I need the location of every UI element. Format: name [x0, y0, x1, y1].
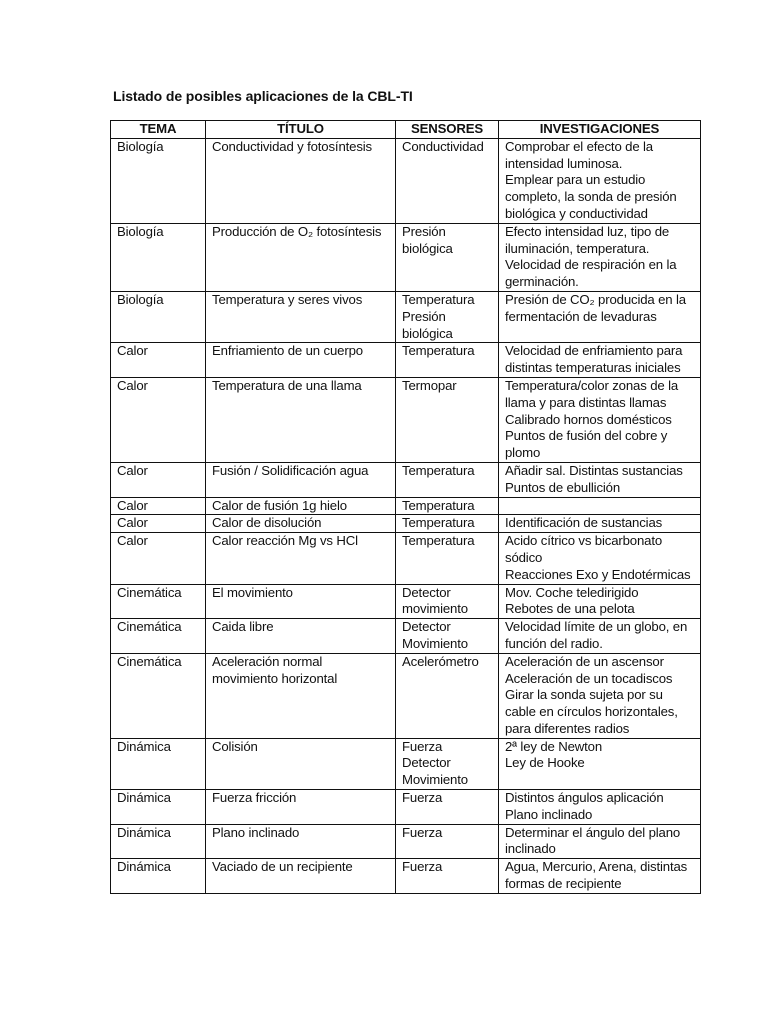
cell-tema: Biología [111, 291, 206, 342]
cell-sensores [396, 291, 499, 342]
cell-tema: Cinemática [111, 584, 206, 619]
investigaciones-line: Aceleración de un tocadiscos [505, 670, 673, 686]
cell-tema: Calor [111, 497, 206, 515]
titulo-line: Conductividad y fotosíntesis [212, 138, 372, 154]
investigaciones-line: Plano inclinado [505, 806, 593, 822]
table-row [111, 859, 701, 894]
titulo-line: Aceleración normal [212, 653, 323, 669]
sensores-line: Movimiento [402, 635, 468, 651]
investigaciones-line: germinación. [505, 274, 579, 290]
table-row [111, 343, 701, 378]
titulo-line: Temperatura y seres vivos [212, 291, 363, 307]
cell-tema: Dinámica [111, 738, 206, 789]
sensores-line: Fuerza [402, 790, 443, 806]
investigaciones-line: Temperatura/color zonas de la [505, 377, 679, 393]
cell-sensores [396, 533, 499, 584]
investigaciones-line: Mov. Coche teledirigido [505, 584, 639, 600]
titulo-line: Vaciado de un recipiente [212, 859, 353, 875]
investigaciones-line: Comprobar el efecto de la [505, 138, 653, 154]
cell-sensores [396, 859, 499, 894]
cell-sensores [396, 619, 499, 654]
sensores-line: biológica [402, 240, 453, 256]
sensores-line: Presión [402, 223, 446, 239]
cell-titulo [206, 859, 396, 894]
titulo-line: Caida libre [212, 619, 274, 635]
table-row [111, 138, 701, 223]
investigaciones-line: sódico [505, 549, 543, 565]
cell-tema: Dinámica [111, 859, 206, 894]
cell-sensores [396, 653, 499, 738]
titulo-line: Producción de O₂ fotosíntesis [212, 223, 382, 239]
sensores-line: Conductividad [402, 138, 484, 154]
cell-investigaciones [499, 223, 701, 291]
sensores-line: Fuerza [402, 859, 443, 875]
investigaciones-line: fermentación de levaduras [505, 308, 657, 324]
sensores-line: movimiento [402, 601, 468, 617]
header-row [111, 121, 701, 139]
cell-investigaciones [499, 533, 701, 584]
titulo-line: Calor de fusión 1g hielo [212, 497, 347, 513]
sensores-line: biológica [402, 325, 453, 341]
investigaciones-line: Identificación de sustancias [505, 515, 663, 531]
sensores-line: Temperatura [402, 533, 475, 549]
investigaciones-line: Acido cítrico vs bicarbonato [505, 533, 663, 549]
cell-tema: Calor [111, 377, 206, 462]
table-row [111, 377, 701, 462]
investigaciones-line: Presión de CO₂ producida en la [505, 291, 686, 307]
cell-titulo [206, 223, 396, 291]
header-titulo: TÍTULO [206, 121, 396, 139]
cell-tema: Cinemática [111, 653, 206, 738]
cell-titulo [206, 343, 396, 378]
investigaciones-line: Calibrado hornos domésticos [505, 411, 672, 427]
investigaciones-line: plomo [505, 445, 541, 461]
cell-investigaciones [499, 377, 701, 462]
investigaciones-line: iluminación, temperatura. [505, 240, 650, 256]
cell-tema: Calor [111, 533, 206, 584]
titulo-line: Calor reacción Mg vs HCl [212, 533, 358, 549]
titulo-line: Temperatura de una llama [212, 377, 362, 393]
sensores-line: Detector [402, 755, 451, 771]
cell-tema: Biología [111, 223, 206, 291]
cell-sensores [396, 515, 499, 533]
investigaciones-line: Emplear para un estudio [505, 172, 646, 188]
investigaciones-line: Velocidad de respiración en la [505, 257, 677, 273]
investigaciones-line: Aceleración de un ascensor [505, 653, 664, 669]
investigaciones-line: Puntos de ebullición [505, 479, 621, 495]
titulo-line: Enfriamiento de un cuerpo [212, 343, 363, 359]
cell-investigaciones [499, 584, 701, 619]
table-row [111, 738, 701, 789]
sensores-line: Presión [402, 308, 446, 324]
sensores-line: Detector [402, 619, 451, 635]
sensores-line: Movimiento [402, 772, 468, 788]
investigaciones-line: completo, la sonda de presión [505, 189, 677, 205]
cell-titulo [206, 377, 396, 462]
investigaciones-line: Rebotes de una pelota [505, 601, 635, 617]
cell-tema: Calor [111, 515, 206, 533]
cell-titulo [206, 619, 396, 654]
titulo-line: movimiento horizontal [212, 670, 338, 686]
cell-tema: Calor [111, 343, 206, 378]
sensores-line: Temperatura [402, 515, 475, 531]
investigaciones-line: Agua, Mercurio, Arena, distintas [505, 859, 688, 875]
cell-investigaciones [499, 824, 701, 859]
investigaciones-line: distintas temperaturas iniciales [505, 360, 681, 376]
titulo-line: El movimiento [212, 584, 293, 600]
cell-titulo [206, 824, 396, 859]
cell-investigaciones [499, 138, 701, 223]
investigaciones-line: Ley de Hooke [505, 755, 585, 771]
table-row [111, 462, 701, 497]
cell-investigaciones [499, 619, 701, 654]
table-row [111, 291, 701, 342]
cell-sensores [396, 738, 499, 789]
investigaciones-line: función del radio. [505, 635, 603, 651]
titulo-line: Calor de disolución [212, 515, 322, 531]
sensores-line: Temperatura [402, 462, 475, 478]
applications-table [110, 120, 701, 894]
cell-investigaciones [499, 859, 701, 894]
cell-investigaciones [499, 738, 701, 789]
cell-sensores [396, 824, 499, 859]
table-row [111, 515, 701, 533]
cell-sensores [396, 223, 499, 291]
cell-investigaciones [499, 790, 701, 825]
investigaciones-line: cable en círculos horizontales, [505, 704, 678, 720]
cell-tema: Dinámica [111, 790, 206, 825]
cell-titulo [206, 790, 396, 825]
titulo-line: Colisión [212, 738, 258, 754]
cell-sensores [396, 377, 499, 462]
investigaciones-line: Velocidad límite de un globo, en [505, 619, 688, 635]
document-title: Listado de posibles aplicaciones de la CBL-TI [113, 88, 413, 104]
cell-investigaciones [499, 343, 701, 378]
cell-investigaciones [499, 653, 701, 738]
table-body [111, 138, 701, 893]
investigaciones-line: formas de recipiente [505, 876, 622, 892]
sensores-line: Fuerza [402, 738, 443, 754]
sensores-line: Temperatura [402, 291, 475, 307]
header-tema: TEMA [111, 121, 206, 139]
cell-tema: Cinemática [111, 619, 206, 654]
investigaciones-line: Velocidad de enfriamiento para [505, 343, 683, 359]
investigaciones-line: Puntos de fusión del cobre y [505, 428, 668, 444]
table-row [111, 619, 701, 654]
cell-investigaciones [499, 515, 701, 533]
cell-investigaciones [499, 497, 701, 515]
cell-sensores [396, 584, 499, 619]
cell-titulo [206, 291, 396, 342]
investigaciones-line: Girar la sonda sujeta por su [505, 687, 663, 703]
cell-tema: Calor [111, 462, 206, 497]
cell-titulo [206, 653, 396, 738]
cell-titulo [206, 738, 396, 789]
cell-titulo [206, 533, 396, 584]
titulo-line: Fusión / Solidificación agua [212, 462, 369, 478]
cell-tema: Dinámica [111, 824, 206, 859]
header-investigaciones: INVESTIGACIONES [499, 121, 701, 139]
investigaciones-line: intensidad luminosa. [505, 155, 623, 171]
cell-titulo [206, 584, 396, 619]
table-row [111, 223, 701, 291]
sensores-line: Fuerza [402, 824, 443, 840]
table-row [111, 497, 701, 515]
cell-sensores [396, 343, 499, 378]
table-row [111, 584, 701, 619]
cell-sensores [396, 462, 499, 497]
table-row [111, 533, 701, 584]
cell-titulo [206, 497, 396, 515]
sensores-line: Temperatura [402, 497, 475, 513]
investigaciones-line: Añadir sal. Distintas sustancias [505, 462, 683, 478]
sensores-line: Temperatura [402, 343, 475, 359]
investigaciones-line: Distintos ángulos aplicación [505, 790, 664, 806]
titulo-line: Fuerza fricción [212, 790, 297, 806]
cell-titulo [206, 462, 396, 497]
investigaciones-line: inclinado [505, 841, 556, 857]
sensores-line: Acelerómetro [402, 653, 479, 669]
investigaciones-line: Determinar el ángulo del plano [505, 824, 681, 840]
sensores-line: Termopar [402, 377, 457, 393]
cell-investigaciones [499, 291, 701, 342]
investigaciones-line: biológica y conductividad [505, 205, 648, 221]
table-row [111, 824, 701, 859]
table-header [111, 121, 701, 139]
cell-sensores [396, 790, 499, 825]
sensores-line: Detector [402, 584, 451, 600]
investigaciones-line: Reacciones Exo y Endotérmicas [505, 566, 691, 582]
investigaciones-line: 2ª ley de Newton [505, 738, 603, 754]
cell-tema: Biología [111, 138, 206, 223]
titulo-line: Plano inclinado [212, 824, 300, 840]
cell-titulo [206, 515, 396, 533]
table-row [111, 790, 701, 825]
investigaciones-line: para diferentes radios [505, 720, 630, 736]
header-sensores: SENSORES [396, 121, 499, 139]
table-row [111, 653, 701, 738]
cell-sensores [396, 138, 499, 223]
cell-investigaciones [499, 462, 701, 497]
investigaciones-line: Efecto intensidad luz, tipo de [505, 223, 670, 239]
investigaciones-line: llama y para distintas llamas [505, 394, 667, 410]
cell-titulo [206, 138, 396, 223]
cell-sensores [396, 497, 499, 515]
